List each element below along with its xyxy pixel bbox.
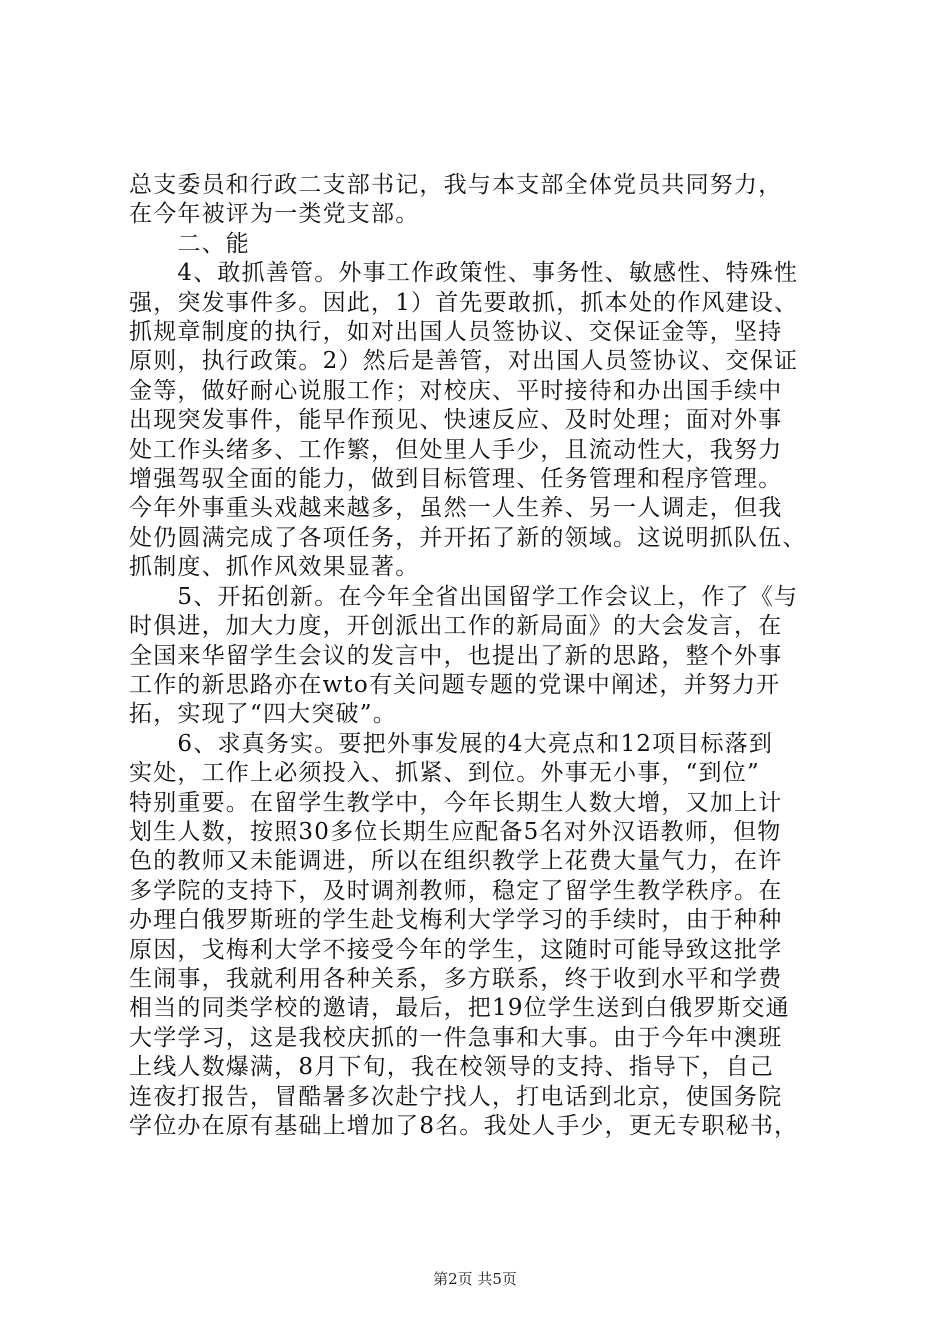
text-line: 学位办在原有基础上增加了8名。我处人手少，更无专职秘书， [129,1113,799,1139]
text-line: 处仍圆满完成了各项任务，并开拓了新的领域。这说明抓队伍、 [129,524,807,551]
text-line: 4、敢抓善管。外事工作政策性、事务性、敏感性、特殊性 [129,260,799,287]
text-line: 抓规章制度的执行，如对出国人员签协议、交保证金等，坚持 [129,319,783,346]
body-text [129,171,841,1141]
text-line: 拓，实现了“四大突破”。 [129,701,397,728]
text-line: 全国来华留学生会议的发言中，也提出了新的思路，整个外事 [129,642,783,669]
text-line: 实处，工作上必须投入、抓紧、到位。外事无小事，“到位” [129,760,760,787]
text-line: 时俱进，加大力度，开创派出工作的新局面》的大会发言，在 [129,613,783,640]
text-line: 相当的同类学校的邀请，最后，把19位学生送到白俄罗斯交通 [129,995,790,1022]
text-line: 多学院的支持下，及时调剂教师，稳定了留学生教学秩序。在 [129,877,783,904]
text-line: 特别重要。在留学生教学中，今年长期生人数大增，又加上计 [129,789,783,816]
text-line: 出现突发事件，能早作预见、快速反应、及时处理；面对外事 [129,407,783,434]
text-line: 处工作头绪多、工作繁，但处里人手少，且流动性大，我努力 [129,436,783,463]
text-line: 6、求真务实。要把外事发展的4大亮点和12项目标落到 [129,730,774,757]
text-line: 工作的新思路亦在wto有关问题专题的党课中阐述，并努力开 [129,671,781,698]
text-line: 划生人数，按照30多位长期生应配备5名对外汉语教师，但物 [129,818,782,845]
text-line: 色的教师又未能调进，所以在组织教学上花费大量气力，在许 [129,848,783,875]
page-footer [0,1268,950,1289]
text-line: 大学学习，这是我校庆抓的一件急事和大事。由于今年中澳班 [129,1024,783,1051]
text-line: 上线人数爆满，8月下旬，我在校领导的支持、指导下，自己 [129,1054,775,1081]
text-line: 办理白俄罗斯班的学生赴戈梅利大学学习的手续时，由于种种 [129,907,783,934]
text-line: 今年外事重头戏越来越多，虽然一人生养、另一人调走，但我 [129,495,783,522]
text-line: 生闹事，我就利用各种关系，多方联系，终于收到水平和学费 [129,965,783,992]
text-line: 强，突发事件多。因此，1）首先要敢抓，抓本处的作风建设、 [129,289,799,316]
text-line: 抓制度、抓作风效果显著。 [129,554,420,581]
text-line: 增强驾驭全面的能力，做到目标管理、任务管理和程序管理。 [129,466,783,493]
text-line: 总支委员和行政二支部书记，我与本支部全体党员共同努力， [129,172,783,198]
text-line: 在今年被评为一类党支部。 [129,201,420,228]
text-line: 5、开拓创新。在今年全省出国留学工作会议上，作了《与 [129,583,799,610]
text-line: 原则，执行政策。2）然后是善管，对出国人员签协议、交保证 [129,348,799,375]
text-line: 连夜打报告，冒酷暑多次赴宁找人，打电话到北京，使国务院 [129,1083,783,1110]
text-line: 金等，做好耐心说服工作；对校庆、平时接待和办出国手续中 [129,377,783,404]
page-number: 第2页 共5页 [433,1270,517,1288]
section-heading: 二、能 [129,230,250,257]
text-line: 原因，戈梅利大学不接受今年的学生，这随时可能导致这批学 [129,936,783,963]
